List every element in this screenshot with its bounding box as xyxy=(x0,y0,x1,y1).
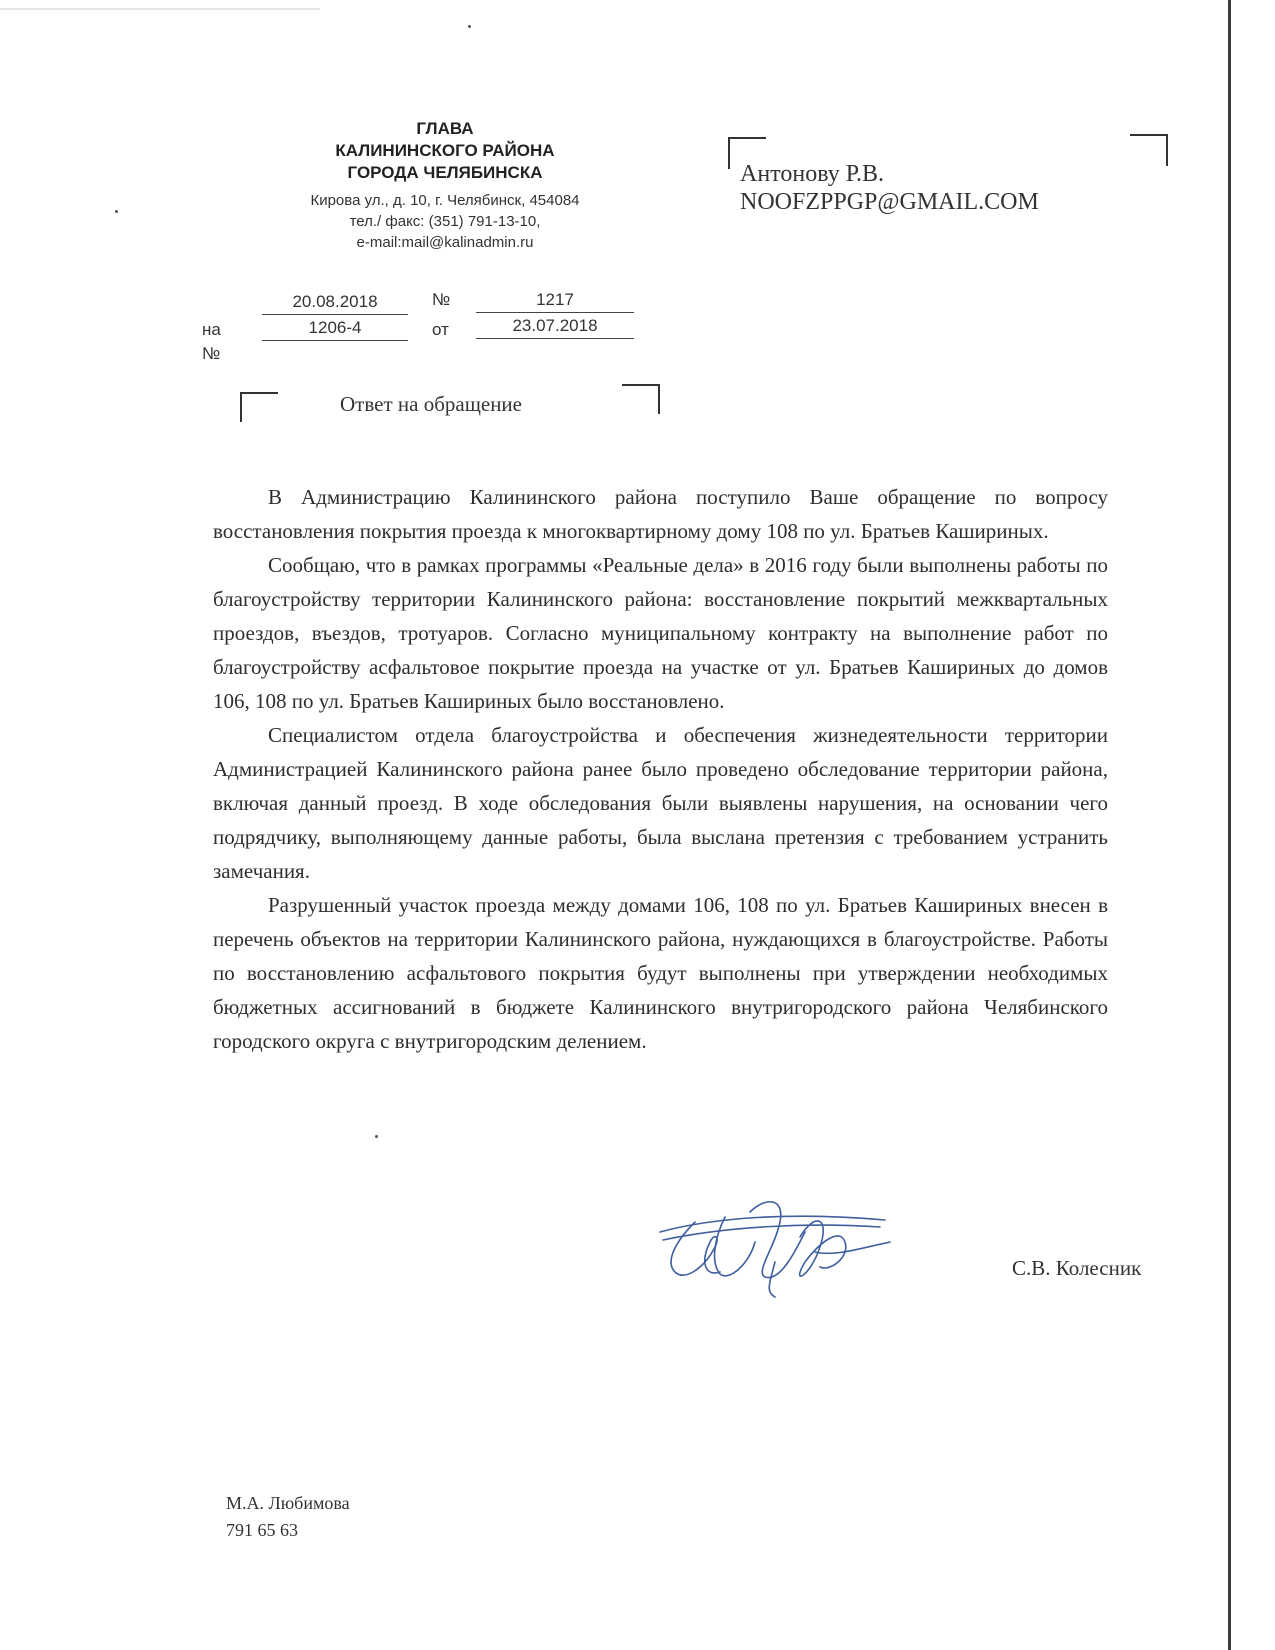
letterhead xyxy=(270,118,620,253)
phone-line: тел./ факс: (351) 791-13-10, xyxy=(349,213,541,230)
recipient-corner-mark-right xyxy=(1130,134,1168,166)
number-label: № xyxy=(432,290,451,309)
body-paragraph: В Администрацию Калининского района поступило Ваше обращение по вопросу восстановления покрытия проезда к многоквартирному дому 108 по ул. Братьев Кашириных. xyxy=(213,485,1108,543)
letter-body xyxy=(213,480,1108,1058)
recipient-name: Антонову Р.В. xyxy=(740,161,885,187)
subject-corner-mark-left xyxy=(240,392,278,422)
scan-speck xyxy=(468,25,471,28)
executor-name: М.А. Любимова xyxy=(226,1493,350,1513)
scan-speck xyxy=(115,210,118,213)
body-paragraph: Специалистом отдела благоустройства и обеспечения жизнедеятельности территории Администрацией Калининского района ранее было проведено обследование территории района, включая данный проезд. В ходе обследования были выявлены нарушения, на основании чего подрядчику, выполняющему данные работы, была выслана претензия с требованием устранить замечания. xyxy=(213,723,1108,883)
outgoing-number: 1217 xyxy=(476,288,634,313)
reference-number: 1206-4 xyxy=(262,316,408,341)
handwritten-signature xyxy=(655,1192,935,1302)
reference-date: 23.07.2018 xyxy=(476,314,634,339)
org-title-line-3: ГОРОДА ЧЕЛЯБИНСКА xyxy=(347,163,543,182)
body-paragraph: Сообщаю, что в рамках программы «Реальные дела» в 2016 году были выполнены работы по благоустройству территории Калининского района: восстановление покрытий межквартальных проездов, въездов, тротуаров. Согласно муниципальному контракту на выполнение работ по благоустройству асфальтовое покрытие проезда на участке от ул. Братьев Кашириных до домов 106, 108 по ул. Братьев Кашириных было восстановлено. xyxy=(213,553,1108,713)
from-label: от xyxy=(432,320,449,339)
org-title-line-1: ГЛАВА xyxy=(416,119,474,138)
org-title-line-2: КАЛИНИНСКОГО РАЙОНА xyxy=(335,141,555,160)
signer-name: С.В. Колесник xyxy=(1012,1256,1142,1280)
scan-artifact xyxy=(0,8,320,10)
outgoing-date: 20.08.2018 xyxy=(262,290,408,315)
executor-phone: 791 65 63 xyxy=(226,1520,298,1540)
recipient-block xyxy=(740,160,1039,216)
scan-edge-line xyxy=(1228,0,1231,1650)
letter-subject: Ответ на обращение xyxy=(340,392,522,416)
reference-label: на № xyxy=(202,320,221,363)
executor-block xyxy=(226,1490,350,1544)
subject-corner-mark-right xyxy=(622,384,660,414)
body-paragraph: Разрушенный участок проезда между домами 106, 108 по ул. Братьев Кашириных внесен в перечень объектов на территории Калининского района, нуждающихся в благоустройстве. Работы по восстановлению асфальтового покрытия будут выполнены при утверждении необходимых бюджетных ассигнований в бюджете Калининского внутригородского района Челябинского городского округа с внутригородским делением. xyxy=(213,893,1108,1053)
email-line: e-mail:mail@kalinadmin.ru xyxy=(356,234,534,251)
recipient-email: NOOFZPPGP@GMAIL.COM xyxy=(740,189,1039,215)
scan-speck xyxy=(375,1135,378,1138)
address-line: Кирова ул., д. 10, г. Челябинск, 454084 xyxy=(310,192,580,209)
org-address xyxy=(270,190,620,253)
